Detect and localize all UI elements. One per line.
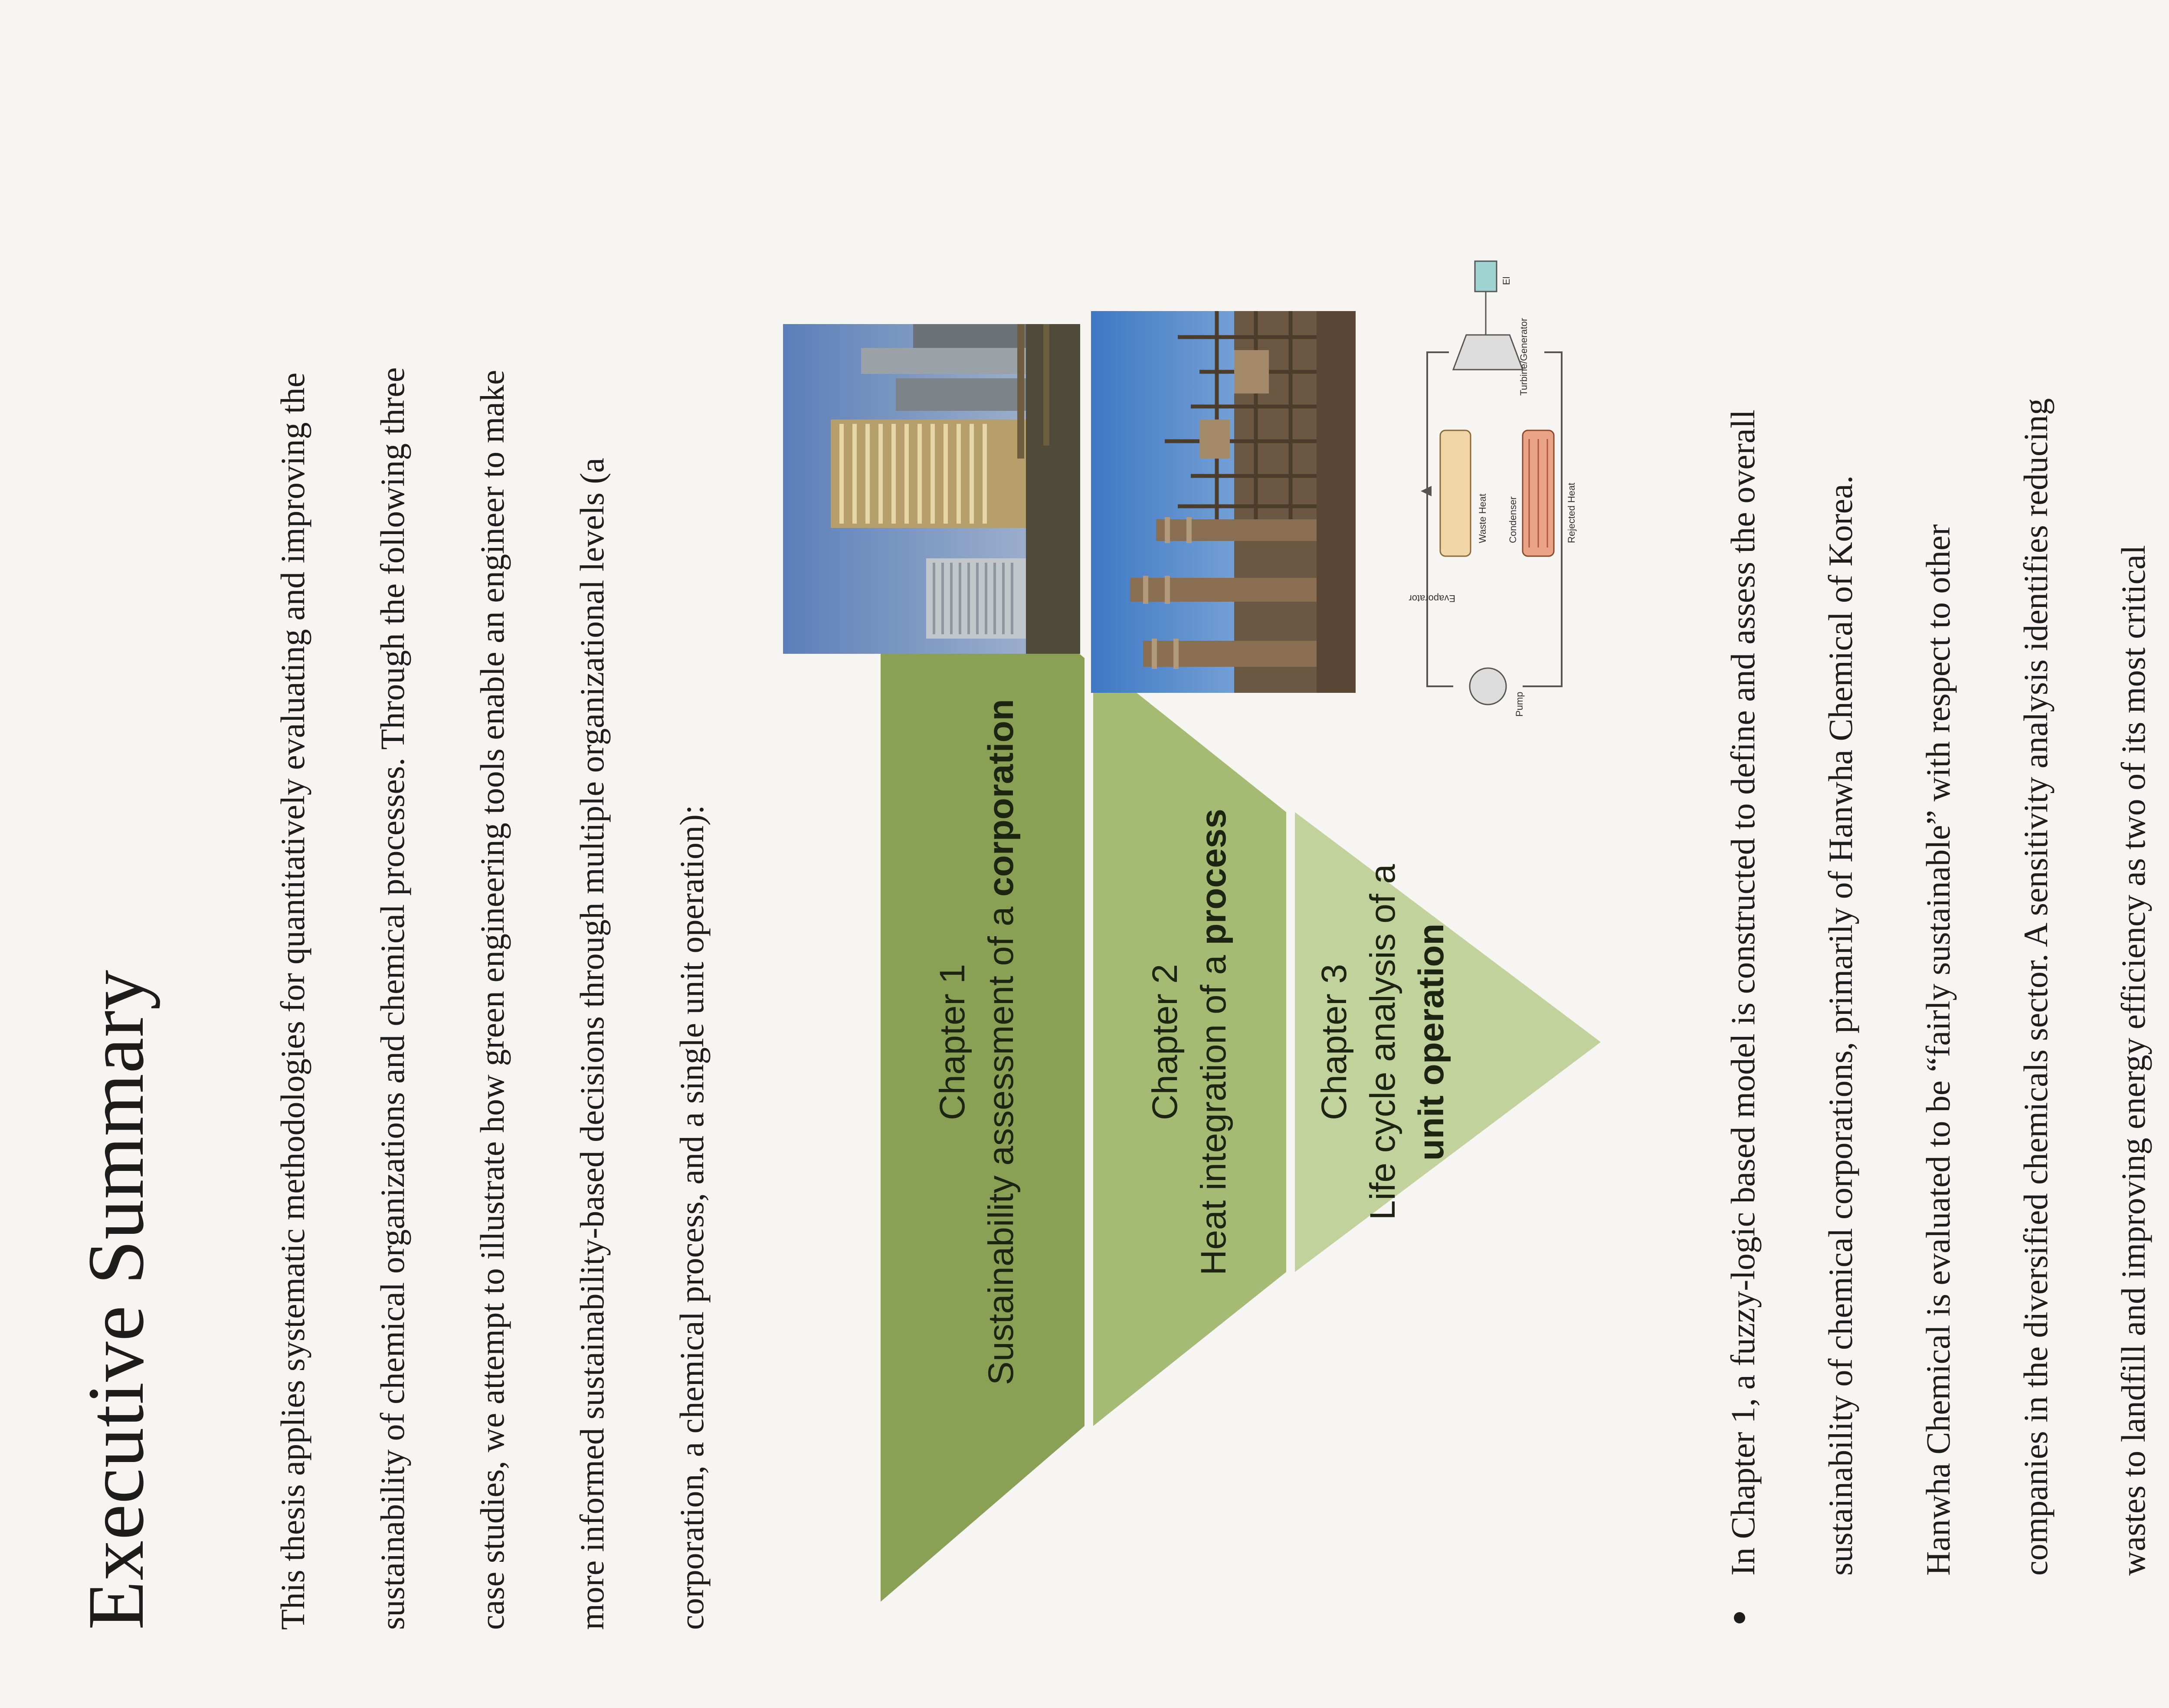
tier-3-chapter: Chapter 3 — [1314, 964, 1354, 1121]
tier-1-description: Sustainability assessment of a corporation — [981, 699, 1021, 1385]
tier-2-label — [1141, 608, 1238, 1476]
intro-line: sustainability of chemical organizations and chemical processes. Through the following three — [374, 367, 411, 1630]
bullet-line: sustainability of chemical corporations, primarily of Hanwha Chemical of Korea. — [1822, 475, 1859, 1576]
bullet-icon — [1734, 1612, 1745, 1623]
pump-label: Pump — [1514, 692, 1525, 717]
bullet-line: companies in the diversified chemicals sector. A sensitivity analysis identifies reducing — [2017, 398, 2054, 1576]
corporate-building-photo — [783, 324, 1080, 654]
turbine-label: Turbine/Generator — [1518, 318, 1529, 396]
chemical-plant-photo — [1091, 311, 1356, 693]
evaporator-icon — [1440, 430, 1471, 556]
bullet-line: In Chapter 1, a fuzzy-logic based model is constructed to define and assess the overall — [1724, 410, 1762, 1576]
tier-3-description-bold: unit operation — [1412, 923, 1451, 1161]
tier-3-description: Life cycle analysis of a — [1363, 864, 1402, 1220]
rankine-cycle-diagram — [1379, 248, 1622, 725]
condenser-label: Condenser — [1507, 496, 1518, 543]
intro-line: case studies, we attempt to illustrate how green engineering tools enable an engineer to make — [473, 370, 511, 1630]
electricity-label: El — [1501, 276, 1512, 285]
waste-heat-label: Waste Heat — [1477, 493, 1488, 543]
tier-3-label — [1310, 608, 1456, 1476]
rejected-heat-label: Rejected Heat — [1566, 482, 1577, 543]
tier-1-chapter: Chapter 1 — [933, 964, 972, 1121]
intro-paragraph — [243, 59, 742, 1630]
turbine-icon — [1453, 335, 1523, 370]
pump-icon — [1470, 668, 1506, 705]
bullet-paragraph — [1694, 57, 2169, 1576]
page-title: Executive Summary — [72, 969, 161, 1630]
tier-1-label — [928, 608, 1026, 1476]
intro-line: This thesis applies systematic methodologies for quantitatively evaluating and improving the — [274, 372, 311, 1630]
generator-icon — [1475, 261, 1497, 292]
bullet-line: wastes to landfill and improving energy efficiency as two of its most critical — [2114, 545, 2152, 1576]
tier-2-description: Heat integration of a process — [1194, 809, 1233, 1275]
tier-2-chapter: Chapter 2 — [1145, 964, 1185, 1121]
intro-line: corporation, a chemical process, and a single unit operation): — [673, 805, 711, 1630]
bullet-line: Hanwha Chemical is evaluated to be “fairly sustainable” with respect to other — [1919, 524, 1957, 1576]
evaporator-label: Evaporator — [1409, 593, 1455, 604]
intro-line: more informed sustainability-based decisions through multiple organizational levels (a — [573, 458, 611, 1630]
